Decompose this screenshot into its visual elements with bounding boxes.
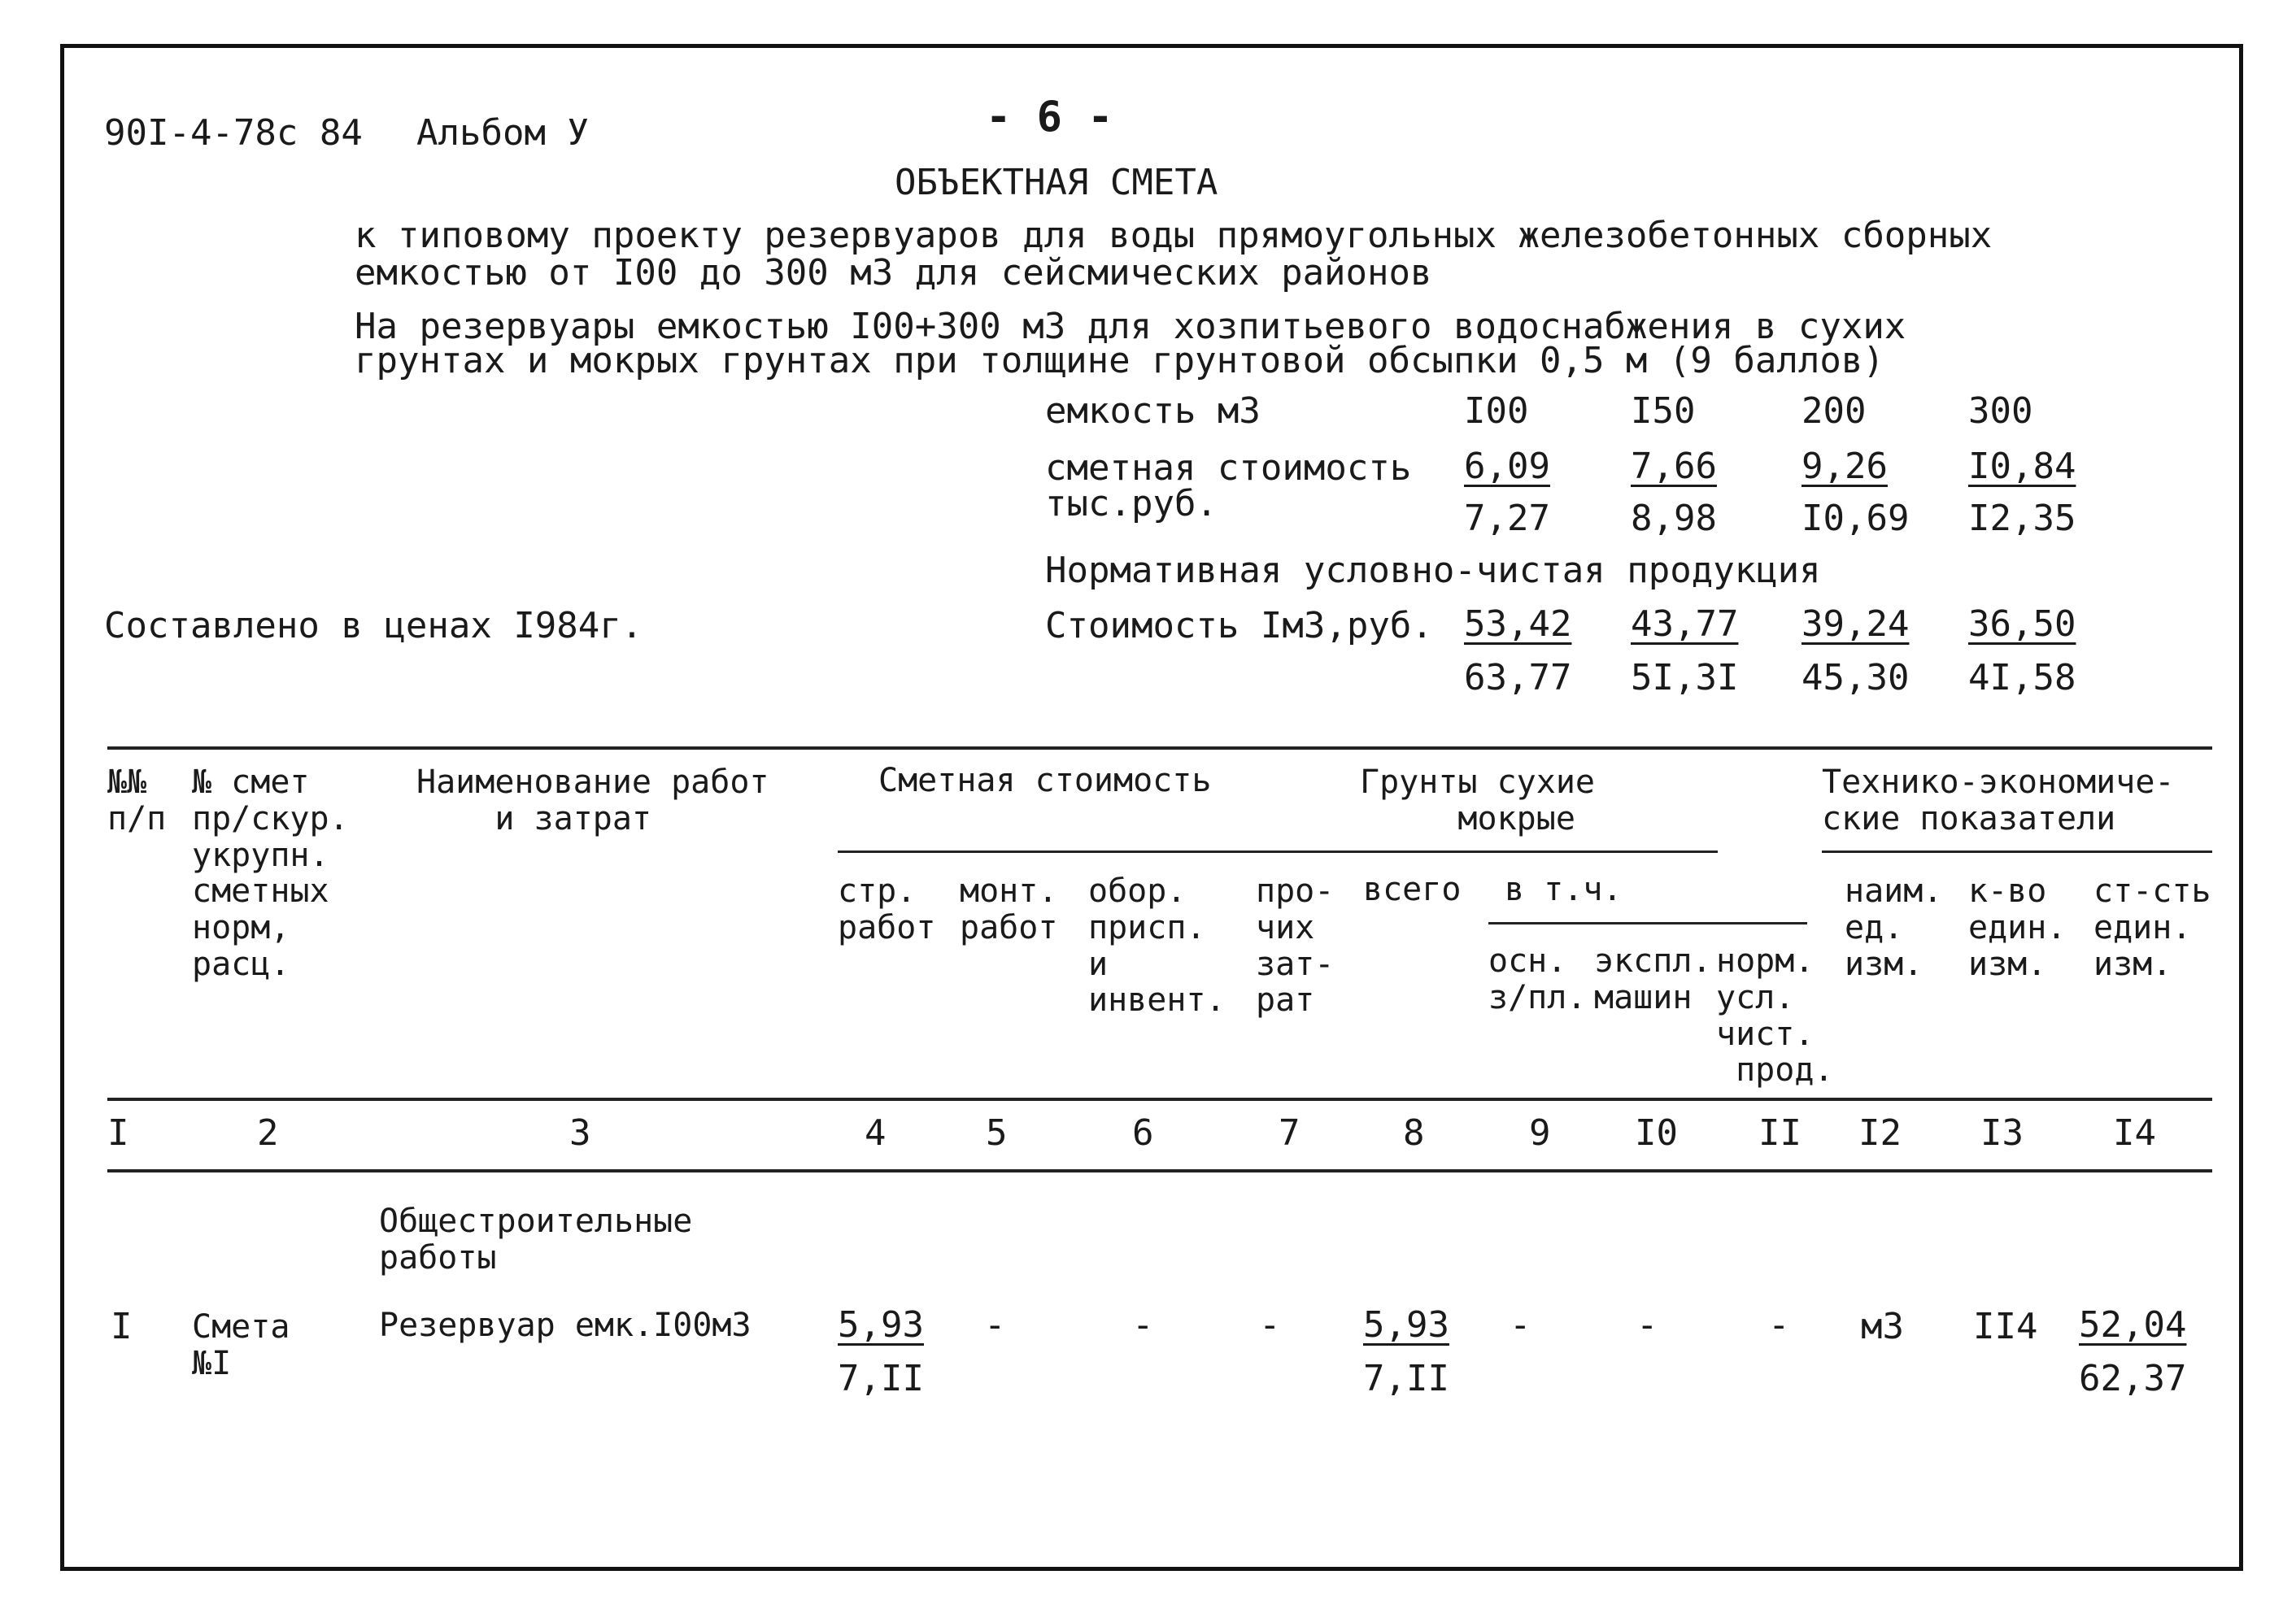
header-row-number: №№ п/п (107, 763, 167, 837)
column-number: 3 (569, 1112, 591, 1154)
cost-wet: 7,27 (1464, 498, 1550, 539)
column-number: I3 (1980, 1112, 2024, 1154)
row-unit-name: м3 (1861, 1306, 1904, 1347)
unit-cost-dry: 39,24 (1802, 603, 1910, 645)
row-other: - (1259, 1304, 1281, 1346)
column-number: I0 (1635, 1112, 1678, 1154)
row-unit-cost-wet: 62,37 (2079, 1358, 2187, 1399)
description-line-1: к типовому проекту резервуаров для воды прямоугольных железобетонных сборных (355, 215, 1993, 256)
row-net-product: - (1768, 1304, 1790, 1346)
header-unit-cost: ст-сть един. изм. (2093, 872, 2211, 983)
column-number: I2 (1858, 1112, 1902, 1154)
unit-cost-dry: 53,42 (1464, 603, 1572, 645)
column-number: 5 (986, 1112, 1008, 1154)
header-machines: экспл. машин (1594, 942, 1712, 1016)
row-unit-count: II4 (1973, 1306, 2038, 1347)
capacity-label: емкость м3 (1045, 390, 1261, 432)
cost-wet: 8,98 (1631, 498, 1717, 539)
row-estimate: Смета №I (192, 1308, 290, 1382)
prices-note: Составлено в ценах I984г. (104, 605, 643, 646)
unit-cost-wet: 45,30 (1802, 657, 1910, 698)
header-construction: стр. работ (838, 872, 936, 946)
row-construction-dry: 5,93 (838, 1304, 924, 1346)
row-construction-wet: 7,II (838, 1358, 924, 1399)
column-number: 8 (1403, 1112, 1425, 1154)
header-group-cost: Сметная стоимость (878, 762, 1212, 799)
section-title: Общестроительные работы (379, 1203, 693, 1277)
capacity-value: I00 (1464, 390, 1529, 432)
header-equipment: обор. присп. и инвент. (1088, 872, 1226, 1020)
cost-wet: I0,69 (1802, 498, 1910, 539)
column-number: II (1758, 1112, 1802, 1154)
header-installation: монт. работ (960, 872, 1058, 946)
row-machines: - (1636, 1304, 1658, 1346)
header-group-soil: Грунты сухие мокрые (1360, 763, 1595, 837)
unit-cost-dry: 36,50 (1968, 603, 2076, 645)
row-number: I (111, 1306, 133, 1347)
column-number: 6 (1132, 1112, 1154, 1154)
unit-cost-wet: 4I,58 (1968, 657, 2076, 698)
row-work-name: Резервуар емк.I00м3 (379, 1307, 752, 1344)
cost-dry: 9,26 (1802, 446, 1888, 487)
capacity-value: 200 (1802, 390, 1867, 432)
normative-label: Нормативная условно-чистая продукция (1045, 550, 1821, 591)
row-installation: - (984, 1304, 1006, 1346)
header-work-name: Наименование работ и затрат (416, 763, 769, 837)
cost-dry: I0,84 (1968, 446, 2076, 487)
column-numbers-rule (107, 1169, 2212, 1172)
tech-group-rule (1822, 851, 2212, 853)
document-code: 90I-4-78c 84 (104, 112, 363, 154)
row-total-wet: 7,II (1363, 1358, 1449, 1399)
header-wages: осн. з/пл. (1488, 942, 1587, 1016)
column-number: 7 (1279, 1112, 1300, 1154)
description-line-4: грунтах и мокрых грунтах при толщине грунтовой обсыпки 0,5 м (9 баллов) (355, 340, 1884, 381)
cost-group-rule (838, 851, 1718, 853)
column-number: 4 (865, 1112, 887, 1154)
capacity-value: I50 (1631, 390, 1696, 432)
document-title: ОБЪЕКТНАЯ СМЕТА (895, 162, 1218, 203)
header-net-product: норм. усл. чист. прод. (1716, 942, 1834, 1090)
table-top-rule (107, 746, 2212, 750)
cost-wet: I2,35 (1968, 498, 2076, 539)
cost-unit-label: тыс.руб. (1045, 483, 1218, 524)
description-line-2: емкостью от I00 до 300 м3 для сейсмических районов (355, 252, 1432, 294)
row-wages: - (1510, 1304, 1531, 1346)
capacity-value: 300 (1968, 390, 2033, 432)
header-unit-name: наим. ед. изм. (1845, 872, 1943, 983)
album-label: Альбом У (416, 112, 589, 154)
header-other: про- чих зат- рат (1256, 872, 1335, 1020)
page-number: - 6 - (986, 93, 1113, 141)
cost-label: сметная стоимость (1045, 447, 1412, 489)
column-number: 9 (1529, 1112, 1551, 1154)
column-number: I (107, 1112, 129, 1154)
column-number: 2 (257, 1112, 279, 1154)
header-including: в т.ч. (1505, 871, 1623, 908)
header-bottom-rule (107, 1098, 2212, 1101)
header-group-tech: Технико-экономиче- ские показатели (1822, 763, 2175, 837)
row-unit-cost-dry: 52,04 (2079, 1304, 2187, 1346)
row-equipment: - (1132, 1304, 1154, 1346)
description-line-3: На резервуары емкостью I00+300 м3 для хозпитьевого водоснабжения в сухих (355, 306, 1906, 347)
header-unit-count: к-во един. изм. (1968, 872, 2067, 983)
unit-cost-label: Стоимость Iм3,руб. (1045, 605, 1433, 646)
cost-dry: 7,66 (1631, 446, 1717, 487)
header-estimate-number: № смет пр/скур. укрупн. сметных норм, расц. (192, 763, 349, 983)
unit-cost-wet: 63,77 (1464, 657, 1572, 698)
cost-dry: 6,09 (1464, 446, 1550, 487)
unit-cost-dry: 43,77 (1631, 603, 1739, 645)
incl-rule (1488, 922, 1807, 924)
unit-cost-wet: 5I,3I (1631, 657, 1739, 698)
column-number: I4 (2113, 1112, 2156, 1154)
header-total: всего (1363, 871, 1462, 908)
row-total-dry: 5,93 (1363, 1304, 1449, 1346)
